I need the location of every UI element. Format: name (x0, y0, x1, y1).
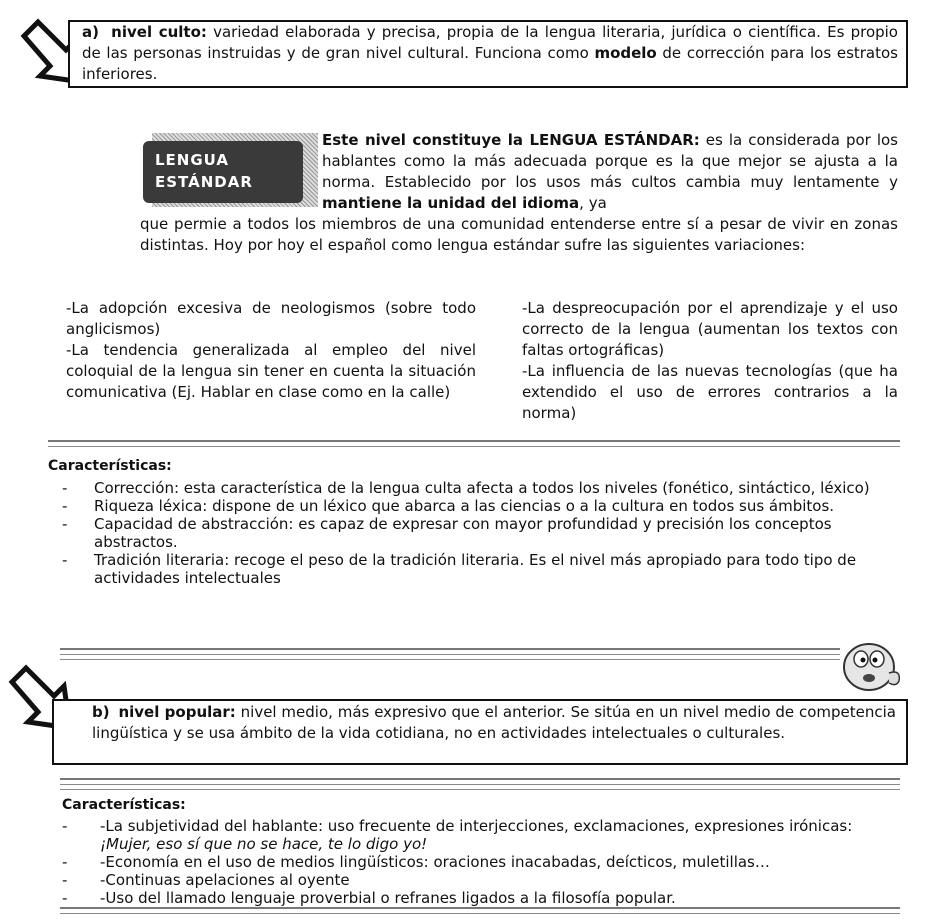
section-a-box (68, 20, 908, 88)
variaciones-right (522, 298, 898, 424)
list-item: - Corrección: esta característica de la lengua culta afecta a todos los niveles (fonético, sintáctico, léxico) (62, 479, 870, 497)
variaciones-left (66, 298, 476, 403)
section-b-term: nivel popular: (118, 703, 236, 721)
divider (60, 648, 840, 650)
variacion-item: -La tendencia generalizada al empleo del nivel coloquial de la lengua sin tener en cuenta la situación comunicativa (Ej. Hablar en clase como en la calle) (66, 341, 476, 401)
list-item: - -Economía en el uso de medios lingüísticos: oraciones inacabadas, deícticos, muletillas… (62, 853, 770, 871)
list-item: - Riqueza léxica: dispone de un léxico que abarca a las ciencias o a la cultura en todos sus ámbitos. (62, 497, 835, 515)
divider (60, 907, 900, 909)
section-a-term: nivel culto: (111, 23, 207, 41)
list-item: - -La subjetividad del hablante: uso frecuente de interjecciones, exclamaciones, expresiones irónicas: ¡Mujer, eso sí que no se hace, te lo digo yo! (62, 817, 853, 853)
caracteristicas-b-list (62, 817, 862, 907)
caracteristicas-a-heading: Características: (48, 458, 172, 474)
divider (48, 440, 900, 442)
caracteristicas-b-heading: Características: (62, 797, 186, 813)
list-item: - Tradición literaria: recoge el peso de la tradición literaria. Es el nivel más apropiado para todo tipo de actividades intelectuales (62, 551, 857, 587)
section-b-text: b) nivel popular: nivel medio, más expresivo que el anterior. Se sitúa en un nivel medio de competencia lingüística y se usa ámbito de la vida cotidiana, no en actividades intelectuales o culturales. (92, 703, 896, 742)
example-quote: ¡Mujer, eso sí que no se hace, te lo digo yo! (100, 835, 428, 853)
section-b-label: b) (92, 703, 110, 721)
divider (60, 659, 840, 660)
section-b-box (52, 699, 908, 765)
divider (60, 654, 840, 655)
lengua-estandar-tab: LENGUA ESTÁNDAR (143, 141, 303, 203)
divider (48, 446, 900, 447)
divider (60, 789, 900, 790)
list-item: - -Uso del llamado lenguaje proverbial o refranes ligados a la filosofía popular. (62, 889, 676, 907)
estandar-paragraph-top: Este nivel constituye la LENGUA ESTÁNDAR: es la considerada por los hablantes como la más adecuada porque es la que mejor se ajusta a la norma. Establecido por los usos más cultos cambia muy lentamente y mantiene la unidad del idioma, ya (322, 131, 898, 212)
section-a-text: a) nivel culto: variedad elaborada y precisa, propia de la lengua literaria, jurídica o científica. Es propio de las personas instruidas y de gran nivel cultural. Funciona como modelo de corrección para los estratos inferiores. (82, 23, 898, 83)
variacion-item: -La influencia de las nuevas tecnologías (que ha extendido el uso de errores contrarios a la norma) (522, 362, 898, 422)
divider (60, 784, 900, 785)
caracteristicas-a-list (62, 479, 892, 587)
divider (60, 778, 900, 780)
estandar-lead: Este nivel constituye la LENGUA ESTÁNDAR: (322, 131, 700, 149)
divider (60, 913, 900, 914)
thinking-face-icon (835, 633, 905, 693)
variacion-item: -La adopción excesiva de neologismos (sobre todo anglicismos) (66, 299, 476, 338)
list-item: - -Continuas apelaciones al oyente (62, 871, 350, 889)
variacion-item: -La despreocupación por el aprendizaje y el uso correcto de la lengua (aumentan los textos con faltas ortográficas) (522, 299, 898, 359)
list-item: - Capacidad de abstracción: es capaz de expresar con mayor profundidad y precisión los conceptos abstractos. (62, 515, 832, 551)
section-a-label: a) (82, 23, 99, 41)
estandar-paragraph-bottom: que permie a todos los miembros de una comunidad entenderse entre sí a pesar de vivir en zonas distintas. Hoy por hoy el español como lengua estándar sufre las siguientes variaciones: (140, 215, 898, 254)
